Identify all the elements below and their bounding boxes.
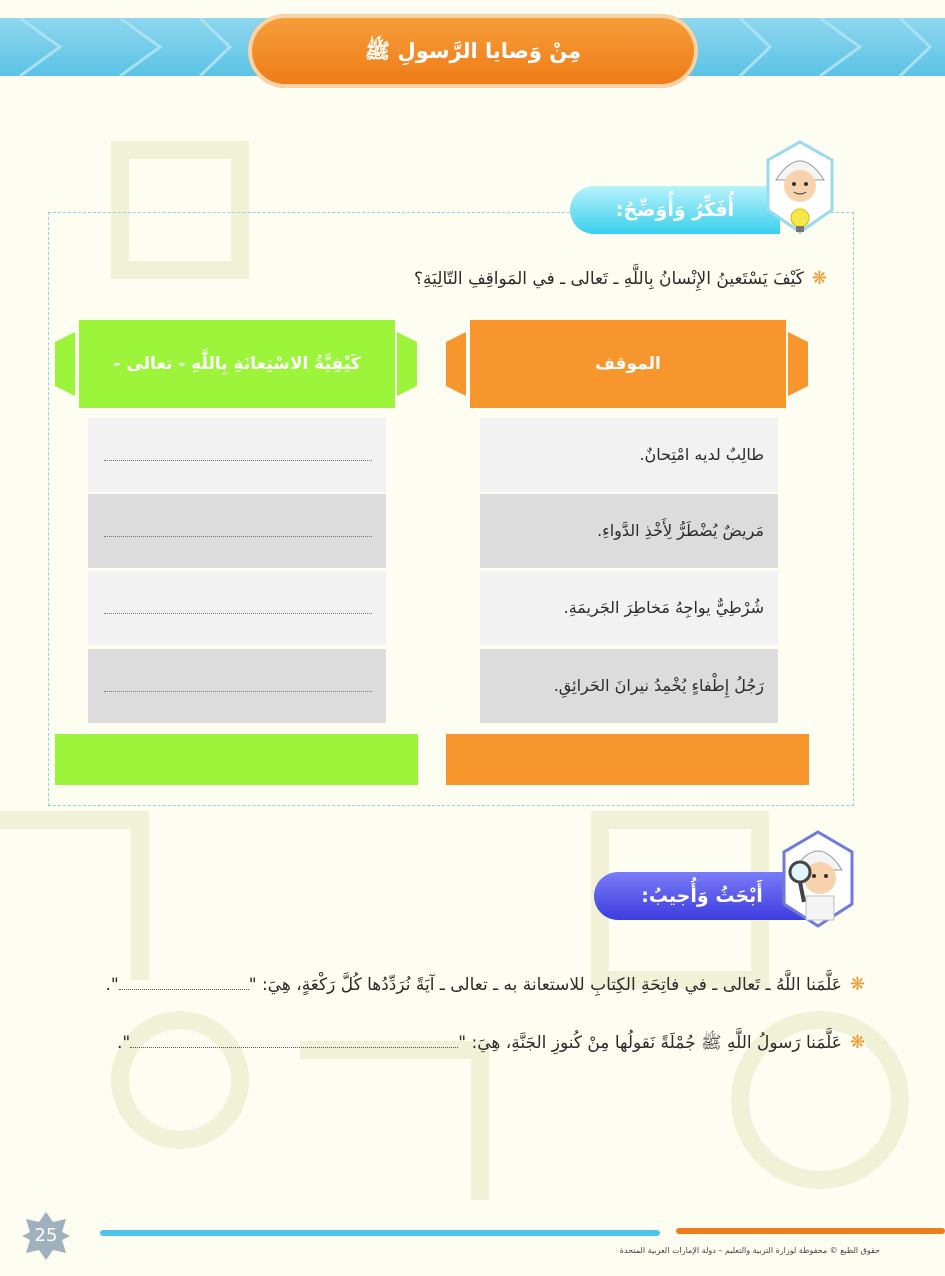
answer-blank[interactable]: [119, 989, 249, 990]
flower-star-icon: ❋: [849, 1032, 865, 1053]
copyright-text: حقوق الطبع © محفوظة لوزارة التربية والتعليم – دولة الإمارات العربية المتحدة: [619, 1246, 880, 1255]
search-item-text: عَلَّمَنا رَسولُ اللَّهِ ﷺ جُمْلَةً نَقولُها مِنْ كُنوزِ الجَنَّةِ، هِيَ: ": [458, 1033, 842, 1053]
flower-star-icon: ❋: [811, 268, 827, 289]
situation-text: مَريضٌ يُضْطَرُّ لِأَخْذِ الدَّواءِ.: [597, 521, 764, 540]
situation-text: طالِبٌ لديه امْتِحانٌ.: [639, 445, 764, 464]
search-section-label: أَبْحَثُ وَأُجيبُ:: [594, 872, 810, 920]
situation-footer-bar: [446, 734, 809, 785]
search-item-end: ".: [117, 1033, 131, 1053]
answer-field[interactable]: [88, 649, 386, 723]
think-section-label: أُفَكِّرُ وَأُوَضِّحُ:: [570, 186, 780, 234]
question-text: كَيْفَ يَسْتَعينُ الإِنْسانُ بِاللَّهِ ـ تَعالى ـ في المَواقِفِ التّالِيَةِ؟: [414, 269, 804, 289]
search-item-text: عَلَّمَنا اللَّهُ ـ تَعالى ـ في فاتِحَةِ الكِتابِ للاستعانة به ـ تعالى ـ آيَةً نُرَدِّدُها كُلَّ رَكْعَةٍ، هِيَ: ": [248, 975, 842, 995]
situation-column-header: الموقف: [470, 320, 786, 408]
answer-dotted-line: [104, 613, 372, 614]
search-item-end: ".: [105, 975, 119, 995]
table-row: [480, 571, 778, 645]
search-item-2: [117, 1032, 865, 1057]
answer-field[interactable]: [88, 571, 386, 645]
table-row: [480, 418, 778, 492]
page-title: مِنْ وَصايا الرَّسولِ ﷺ: [364, 39, 582, 63]
answer-blank[interactable]: [130, 1047, 458, 1048]
answer-dotted-line: [104, 536, 372, 537]
answer-dotted-line: [104, 460, 372, 461]
situation-text: شُرْطِيٌّ يواجِهُ مَخاطِرَ الجَريمَةِ.: [563, 598, 764, 617]
answer-field[interactable]: [88, 418, 386, 492]
table-row: [480, 649, 778, 723]
footer-bars: [0, 1222, 945, 1246]
answer-field[interactable]: [88, 494, 386, 568]
search-item-1: [105, 974, 865, 995]
boy-magnifier-icon: [776, 826, 860, 938]
boy-lightbulb-icon: [760, 140, 840, 246]
method-column-header: كَيْفِيَّةُ الاسْتِعانَةِ بِاللَّهِ - تعالى -: [79, 320, 395, 408]
think-question: [414, 268, 827, 289]
table-row: [480, 494, 778, 568]
page-number: 25: [34, 1225, 58, 1246]
situation-text: رَجُلُ إِطْفاءٍ يُخْمِدُ نيرانَ الحَرائِقِ.: [553, 676, 764, 695]
method-footer-bar: [55, 734, 418, 785]
answer-dotted-line: [104, 691, 372, 692]
flower-star-icon: ❋: [849, 974, 865, 995]
